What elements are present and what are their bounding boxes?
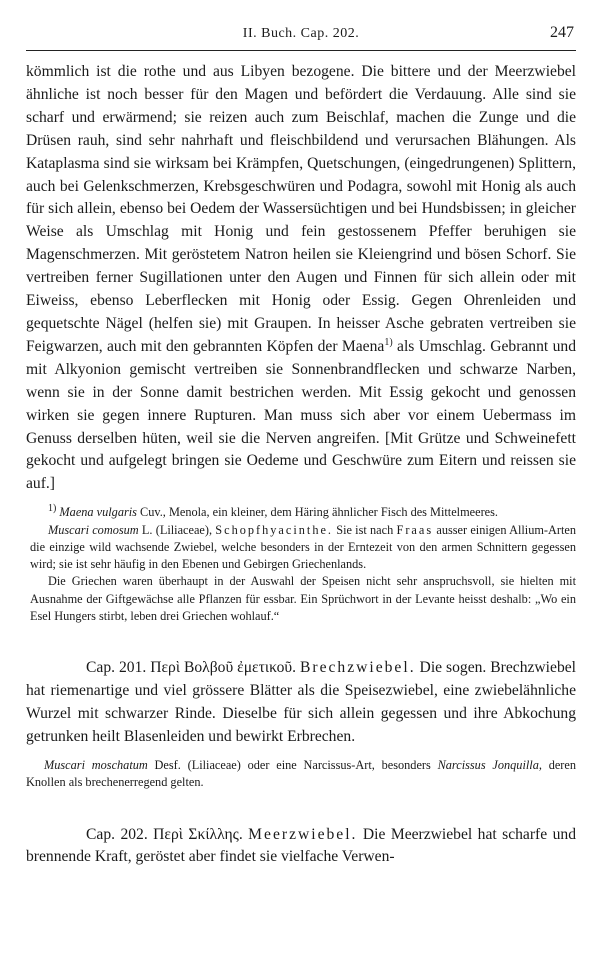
chapter-201 xyxy=(26,657,576,749)
footnote-1-marker: 1) xyxy=(48,503,57,515)
chapter-text: Die sogen. Brechzwiebel hat riemenartige und viel grössere Blätter als die Speisezwiebel, eine zwiebelähnliche Wurzel mit schwarzer Rinde. Dieselbe für sich allein gegessen und ihre Abkochung getrunken heilt Blasenleiden und bewirkt Erbrechen. xyxy=(26,659,576,746)
footnote-1 xyxy=(30,504,576,521)
commentary-note xyxy=(30,522,576,574)
page-number: 247 xyxy=(550,24,574,41)
note-text: Sie ist nach xyxy=(333,522,397,537)
paragraph-continued xyxy=(26,61,576,496)
species-name: Muscari moschatum xyxy=(44,757,148,772)
common-name: Schopfhyacinthe. xyxy=(215,522,333,537)
chapter-heading: Cap. 201. Περὶ Βολβοῦ ἐμετικοῦ. xyxy=(86,659,296,677)
species-name: Maena vulgaris xyxy=(59,505,137,520)
chapter-heading: Cap. 202. Περὶ Σκίλλης. xyxy=(86,825,243,843)
chapter-text: Die Meerzwiebel hat scharfe und brennende Kraft, geröstet aber findet sie vielfache Verwen- xyxy=(26,825,576,866)
spacer xyxy=(26,749,576,757)
running-title: II. Buch. Cap. 202. xyxy=(242,26,360,41)
note-text-rest: ausser einigen Allium-Arten die einzige wild wachsende Zwiebel, welche besonders in der Erntezeit von den armen Schnittern gegessen wird; sie ist sehr häufig in den Ebenen und Gebirgen Griechenlands. xyxy=(30,522,577,572)
header-rule xyxy=(26,50,576,51)
chapter-201-note xyxy=(26,757,576,792)
chapter-subject: Brechzwiebel. xyxy=(299,659,416,677)
note-text-rest: deren Knollen als brechenerregend gelten. xyxy=(26,757,576,790)
footnote-1-text: Cuv., Menola, ein kleiner, dem Häring ähnlicher Fisch des Mittelmeeres. xyxy=(136,505,498,520)
spacer xyxy=(26,625,576,657)
author-abbrev: L. (Liliaceae), xyxy=(138,522,216,537)
species-name-2: Narcissus Jonquilla, xyxy=(437,757,542,772)
commentary-note-2: Die Griechen waren überhaupt in der Auswahl der Speisen nicht sehr anspruchsvoll, sie hielten mit Ausnahme der Giftgewächse alle Pflanzen für essbar. Ein Sprüchwort in der Levante heisst deshalb: „Wo ein Esel Hungers stirbt, leben drei Griechen wohlauf.“ xyxy=(30,574,576,623)
note-text: Desf. (Liliaceae) oder eine Narcissus-Art, besonders xyxy=(147,757,438,772)
spacer xyxy=(26,792,576,824)
paragraph-text-rest: als Umschlag. Gebrannt und mit Alkyonion gemischt vertreiben sie Sonnenbrandflecken und schwarze Narben, wenn sie in der Sonne damit bestrichen werden. Mit Essig gekocht und genossen wirken sie gegen innere Rupturen. Man muss sich aber vor einem Uebermass im Genuss derselben hüten, weil sie die Nerven angreifen. [Mit Grütze und Schweinefett gekocht und aufgelegt bringen sie Oedeme und Geschwüre zum Eitern und reissen sie auf.] xyxy=(26,337,576,493)
chapter-202 xyxy=(26,824,576,870)
author-name: Fraas xyxy=(396,522,434,537)
page-header xyxy=(26,22,576,48)
spacer xyxy=(26,496,576,504)
paragraph-text: kömmlich ist die rothe und aus Libyen bezogene. Die bittere und der Meerzwiebel ähnliche ist noch besser für den Magen und befördert die Verdauung. Alle sind sie scharf und erwärmend; sie reizen auch zum Beischlaf, machen die Zunge und die Drüsen rauh, sind sehr nahrhaft und fleischbildend und verursachen Blähungen. Als Kataplasma sind sie wirksam bei Krämpfen, Quetschungen, (eingedrungenen) Splittern, auch bei Gelenkschmerzen, Krebsgeschwüren und Podagra, sowohl mit Honig als auch für sich allein, ebenso bei Oedem der Wassersüchtigen und bei Hundsbissen; in gleicher Weise als Umschlag mit Honig und fein gestossenem Pfeffer beruhigen sie Magenschmerzen. Mit geröstetem Natron heilen sie Kleiengrind und bösen Schorf. Sie vertreiben ferner Sugillationen unter den Augen und Finnen für sich allein oder mit Eiweiss, ebenso Leberflecken mit Honig oder Essig. Gegen Ohrenleiden und gequetschte Nägel (helfen sie) mit Graupen. In heisser Asche gebraten vertreiben sie Feigwarzen, auch mit den gebrannten Köpfen der Maena xyxy=(26,63,576,355)
footnotes xyxy=(26,504,576,625)
species-name: Muscari comosum xyxy=(48,522,139,537)
footnote-marker: 1) xyxy=(384,336,393,348)
chapter-subject: Meerzwiebel. xyxy=(248,825,358,843)
